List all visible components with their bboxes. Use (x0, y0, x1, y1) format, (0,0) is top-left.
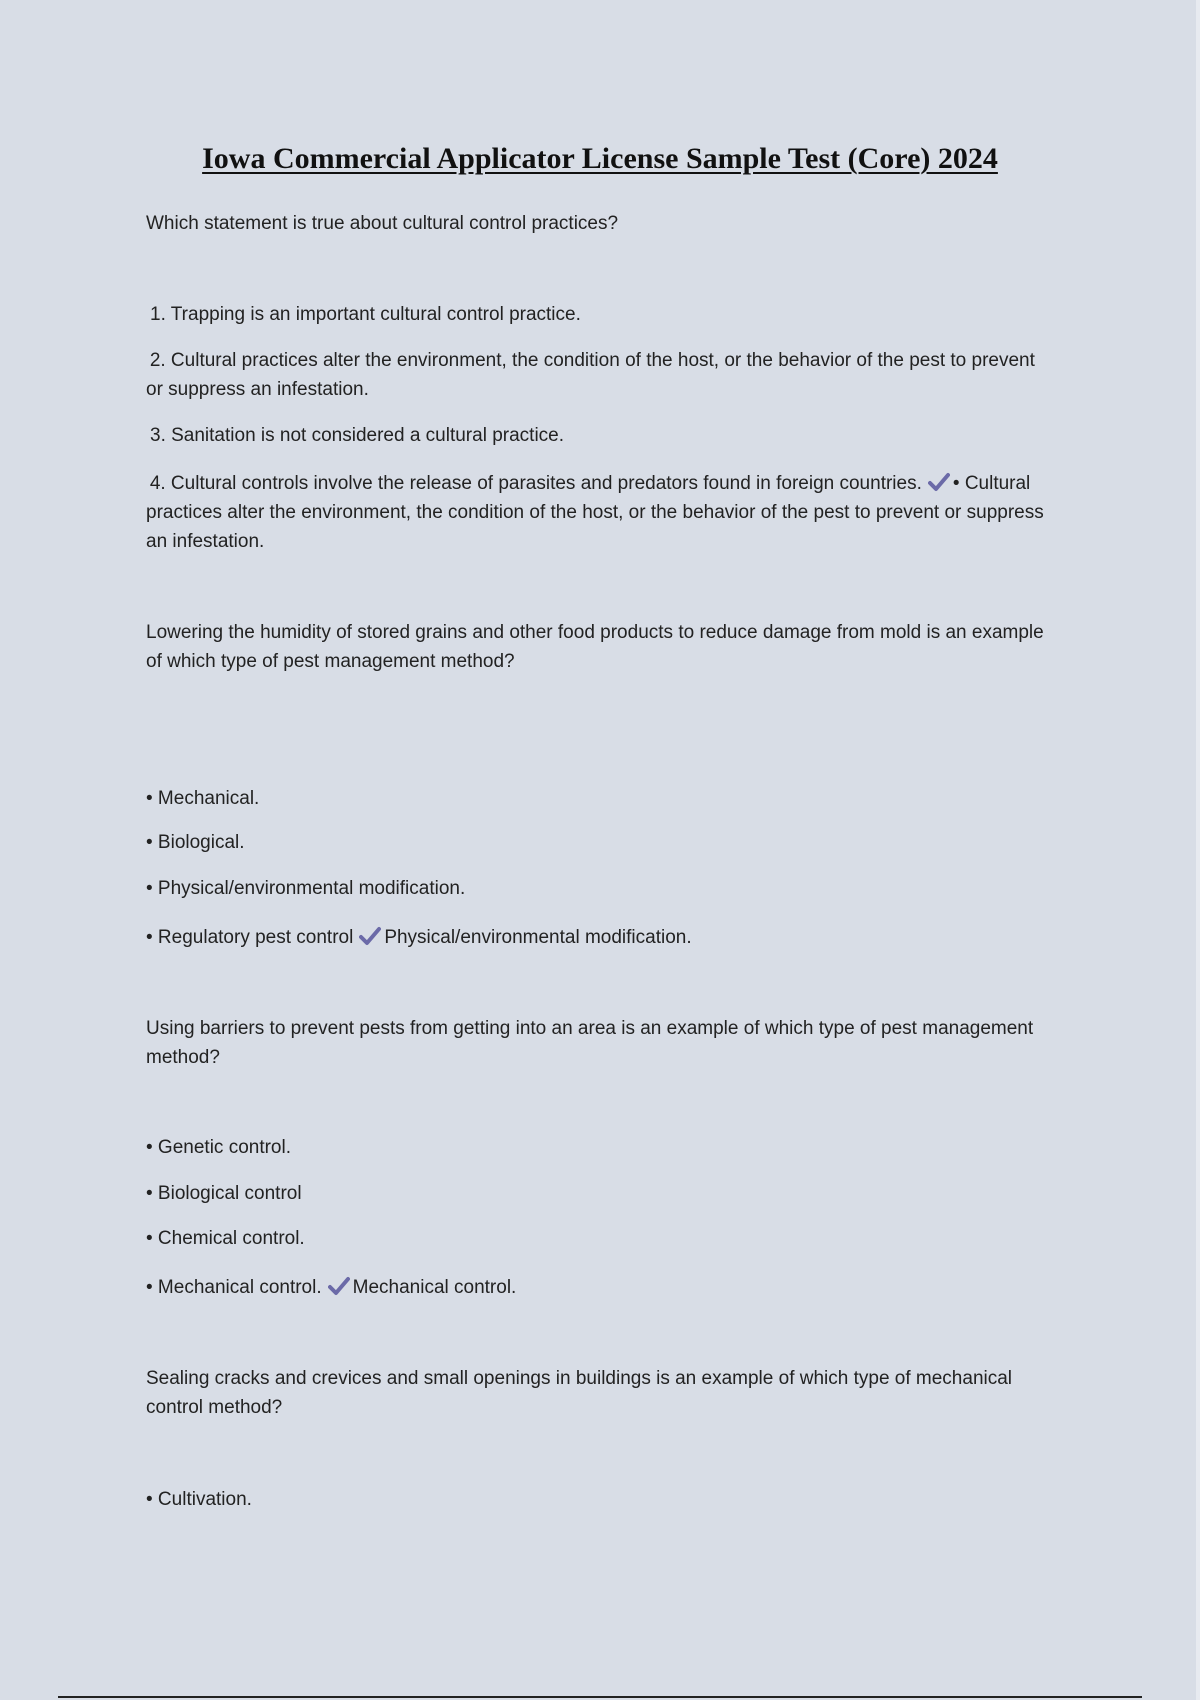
question-3-option-4-with-answer (146, 1273, 1046, 1302)
question-3-answer: Mechanical control. (352, 1277, 517, 1298)
checkmark-icon (928, 472, 950, 492)
question-1-option-4-with-answer (146, 469, 1046, 556)
question-2-option-1: • Mechanical. (146, 788, 260, 809)
question-2-option-3: • Physical/environmental modification. (146, 878, 466, 899)
question-3-option-4-text: • Mechanical control. (146, 1277, 322, 1298)
question-3-option-3: • Chemical control. (146, 1228, 305, 1249)
checkmark-icon (328, 1276, 350, 1296)
question-2-option-4-text: • Regulatory pest control (146, 927, 354, 948)
question-1-option-3: 3. Sanitation is not considered a cultural practice. (150, 425, 565, 446)
question-4-prompt: Sealing cracks and crevices and small openings in buildings is an example of which type of mechanical control method? (146, 1368, 1013, 1418)
question-3-option-2: • Biological control (146, 1183, 302, 1204)
question-1-option-4-text: 4. Cultural controls involve the release of parasites and predators found in foreign countries. (149, 473, 922, 494)
question-2-prompt: Lowering the humidity of stored grains and other food products to reduce damage from mold is an example of which type of pest management method? (146, 622, 1044, 672)
question-1-prompt: Which statement is true about cultural control practices? (146, 213, 619, 234)
document-title: Iowa Commercial Applicator License Sample Test (Core) 2024 (202, 142, 998, 175)
question-2-option-4-with-answer (146, 923, 1046, 952)
question-1-answer-prefix: • (952, 473, 960, 494)
question-1-option-2 (146, 346, 1046, 404)
question-2-option-2: • Biological. (146, 832, 245, 853)
question-1-answer: Cultural practices alter the environment, the condition of the host, or the behavior of the pest to prevent or suppress an infestation. (146, 473, 1044, 552)
question-4-option-1: • Cultivation. (146, 1489, 252, 1510)
page-edge (1196, 0, 1200, 1700)
page-bottom-rule (58, 1696, 1142, 1698)
question-1-option-1: 1. Trapping is an important cultural control practice. (150, 304, 581, 325)
checkmark-icon (359, 926, 381, 946)
question-1-option-2-text: 2. Cultural practices alter the environment, the condition of the host, or the behavior of the pest to prevent or suppress an infestation. (146, 350, 1035, 400)
question-3-option-1: • Genetic control. (146, 1137, 291, 1158)
question-2-answer: Physical/environmental modification. (384, 927, 692, 948)
question-3-prompt: Using barriers to prevent pests from getting into an area is an example of which type of pest management method? (146, 1018, 1034, 1068)
